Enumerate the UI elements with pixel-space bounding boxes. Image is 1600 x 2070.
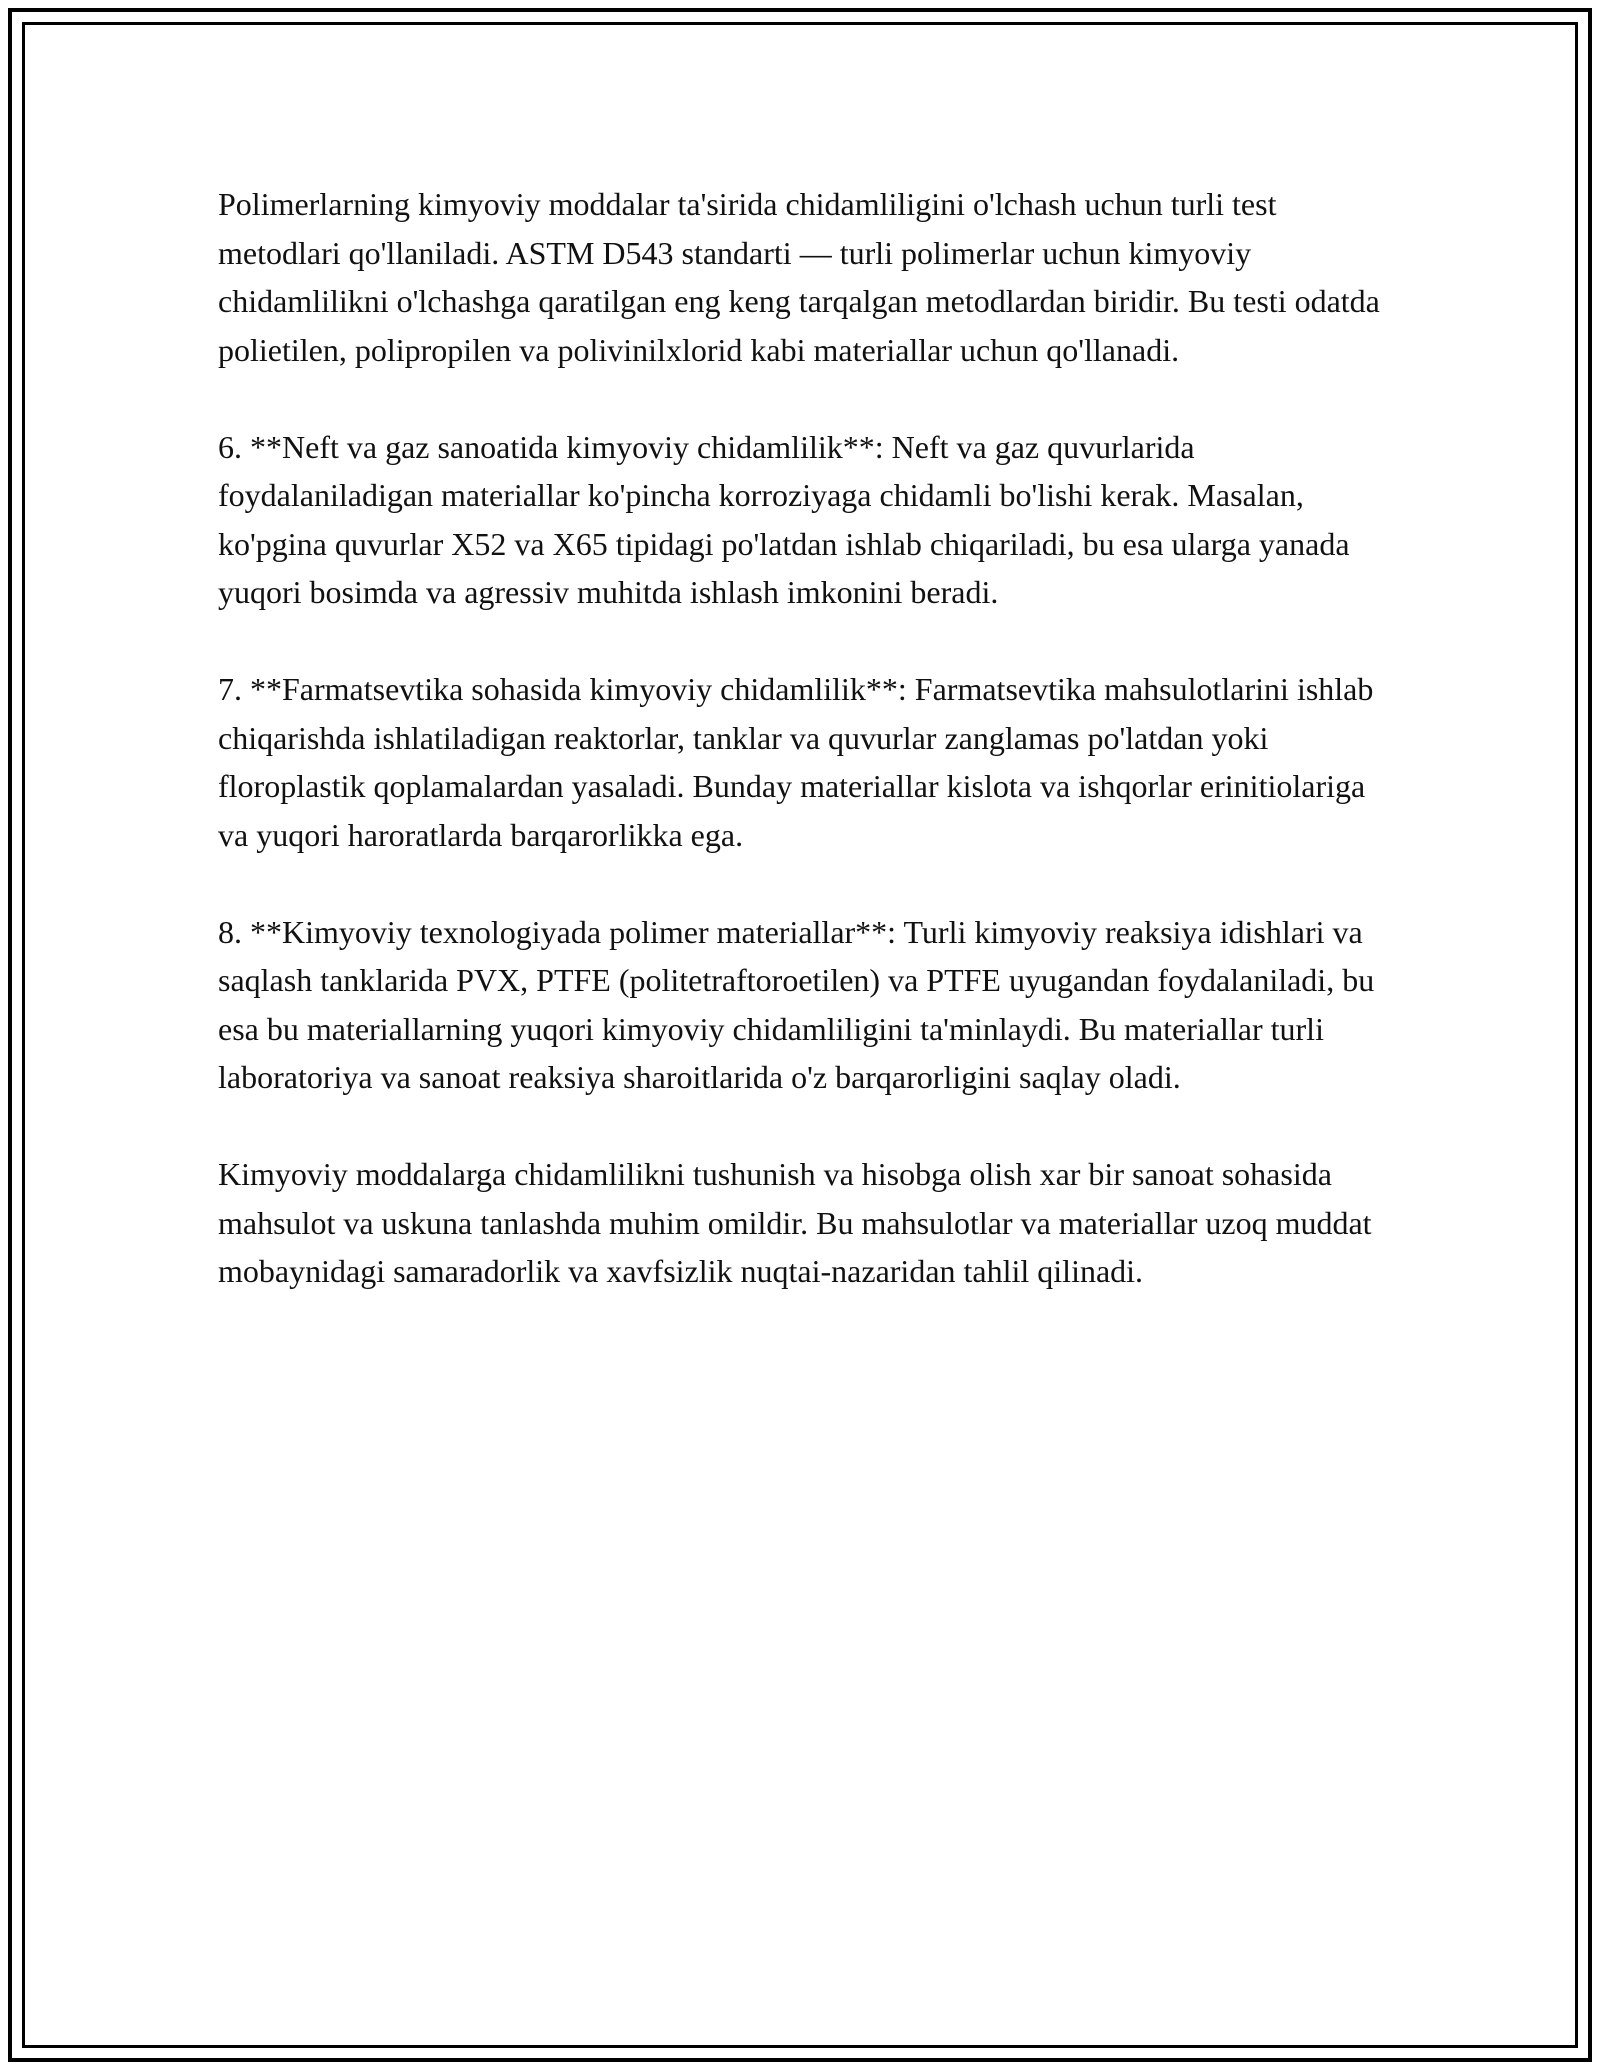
paragraph-chemical-technology: 8. **Kimyoviy texnologiyada polimer materiallar**: Turli kimyoviy reaksiya idishlari va saqlash tanklarida PVX, PTFE (politetraftoroetilen) va PTFE uyugandan foydalaniladi, bu esa bu materiallarning yuqori kimyoviy chidamliligini ta'minlaydi. Bu materiallar turli laboratoriya va sanoat reaksiya sharoitlarida o'z barqarorligini saqlay oladi. [218, 913, 1375, 1095]
paragraph-oil-gas: 6. **Neft va gaz sanoatida kimyoviy chidamlilik**: Neft va gaz quvurlarida foydalaniladigan materiallar ko'pincha korroziyaga chidamli bo'lishi kerak. Masalan, ko'pgina quvurlar X52 va X65 tipidagi po'latdan ishlab chiqariladi, bu esa ularga yanada yuqori bosimda va agressiv muhitda ishlash imkonini beradi. [218, 428, 1350, 610]
document-body [218, 180, 1388, 1344]
paragraph-test-methods: Polimerlarning kimyoviy moddalar ta'sirida chidamliligini o'lchash uchun turli test metodlari qo'llaniladi. ASTM D543 standarti — turli polimerlar uchun kimyoviy chidamlilikni o'lchashga qaratilgan eng keng tarqalgan metodlardan biridir. Bu testi odatda polietilen, polipropilen va polivinilxlorid kabi materiallar uchun qo'llanadi. [218, 186, 1380, 368]
paragraph-conclusion: Kimyoviy moddalarga chidamlilikni tushunish va hisobga olish xar bir sanoat sohasida mahsulot va uskuna tanlashda muhim omildir. Bu mahsulotlar va materiallar uzoq muddat mobaynidagi samaradorlik va xavfsizlik nuqtai-nazaridan tahlil qilinadi. [218, 1156, 1372, 1289]
paragraph-pharmaceutical: 7. **Farmatsevtika sohasida kimyoviy chidamlilik**: Farmatsevtika mahsulotlarini ishlab chiqarishda ishlatiladigan reaktorlar, tanklar va quvurlar zanglamas po'latdan yoki floroplastik qoplamalardan yasaladi. Bunday materiallar kislota va ishqorlar erinitiolariga va yuqori haroratlarda barqarorlikka ega. [218, 671, 1374, 853]
